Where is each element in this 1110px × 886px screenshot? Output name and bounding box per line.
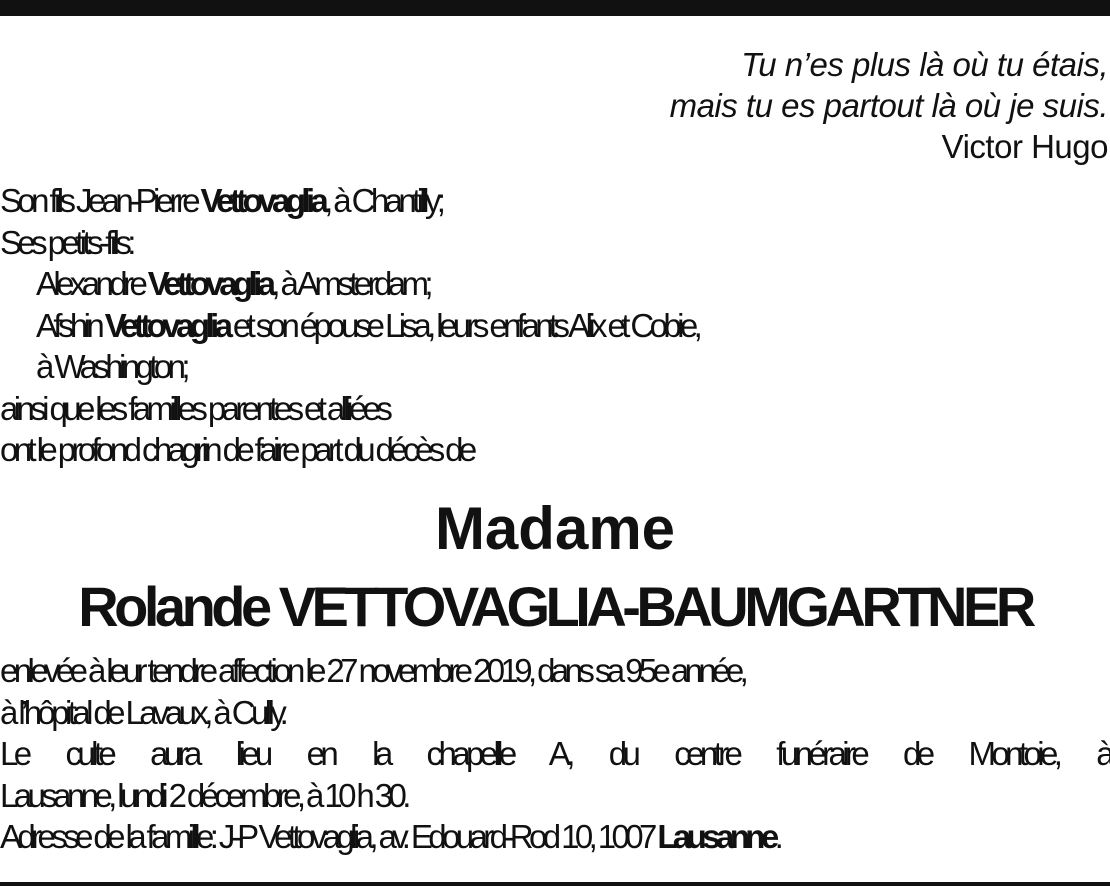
grandson-2-surname: Vettovaglia	[104, 306, 229, 344]
service-line-1: Le culte aura lieu en la chapelle A, du centre funéraire de Montoie, à	[0, 735, 1110, 772]
death-line-1: enlevée à leur tendre affection le 27 novembre 2019, dans sa 95e année,	[0, 652, 745, 689]
death-line-2: à l’hôpital de Lavaux, à Cully.	[0, 693, 285, 731]
service-line-2: Lausanne, lundi 2 décembre, à 10 h 30.	[0, 776, 407, 814]
address-suffix: .	[774, 818, 780, 855]
details-block	[0, 650, 1110, 858]
relatives-line: ainsi que les familles parentes et alliées	[0, 389, 389, 427]
grandsons-heading: Ses petits-fils:	[0, 223, 132, 261]
epigraph-line-1: Tu n’es plus là où tu étais,	[741, 46, 1108, 83]
grandson-1-first: Alexandre	[36, 265, 148, 302]
grandson-2-suffix: et son épouse Lisa, leurs enfants Alix et Cobie,	[228, 306, 699, 344]
son-prefix: Son fils Jean-Pierre	[0, 182, 201, 219]
grandson-2-place: à Washington;	[36, 348, 186, 385]
bottom-rule	[0, 882, 1110, 886]
family-list	[0, 180, 1110, 471]
son-line	[0, 180, 1110, 222]
address-line	[0, 816, 1110, 858]
address-city: Lausanne	[657, 818, 775, 855]
epigraph	[670, 44, 1108, 167]
announcement-line: ont le profond chagrin de faire part du décès de	[0, 431, 473, 468]
epigraph-line-2: mais tu es partout là où je suis.	[669, 87, 1108, 124]
address-prefix: Adresse de la famille: J-P Vettovaglia, av. Edouard-Rod 10, 1007	[0, 818, 658, 855]
grandson-1-surname: Vettovaglia	[147, 265, 272, 302]
epigraph-author: Victor Hugo	[941, 128, 1108, 165]
deceased-name-block	[0, 490, 1110, 646]
deceased-name: Rolande VETTOVAGLIA-BAUMGARTNER	[78, 575, 1032, 638]
grandson-1-suffix: , à Amsterdam;	[271, 265, 429, 302]
grandson-2-line	[0, 305, 1110, 347]
grandson-1-line	[0, 263, 1110, 305]
grandson-2-first: Afshin	[36, 306, 105, 344]
deceased-title: Madame	[434, 495, 676, 562]
son-suffix: , à Chantilly;	[324, 182, 442, 219]
son-surname: Vettovaglia	[200, 182, 325, 219]
top-rule	[0, 0, 1110, 16]
